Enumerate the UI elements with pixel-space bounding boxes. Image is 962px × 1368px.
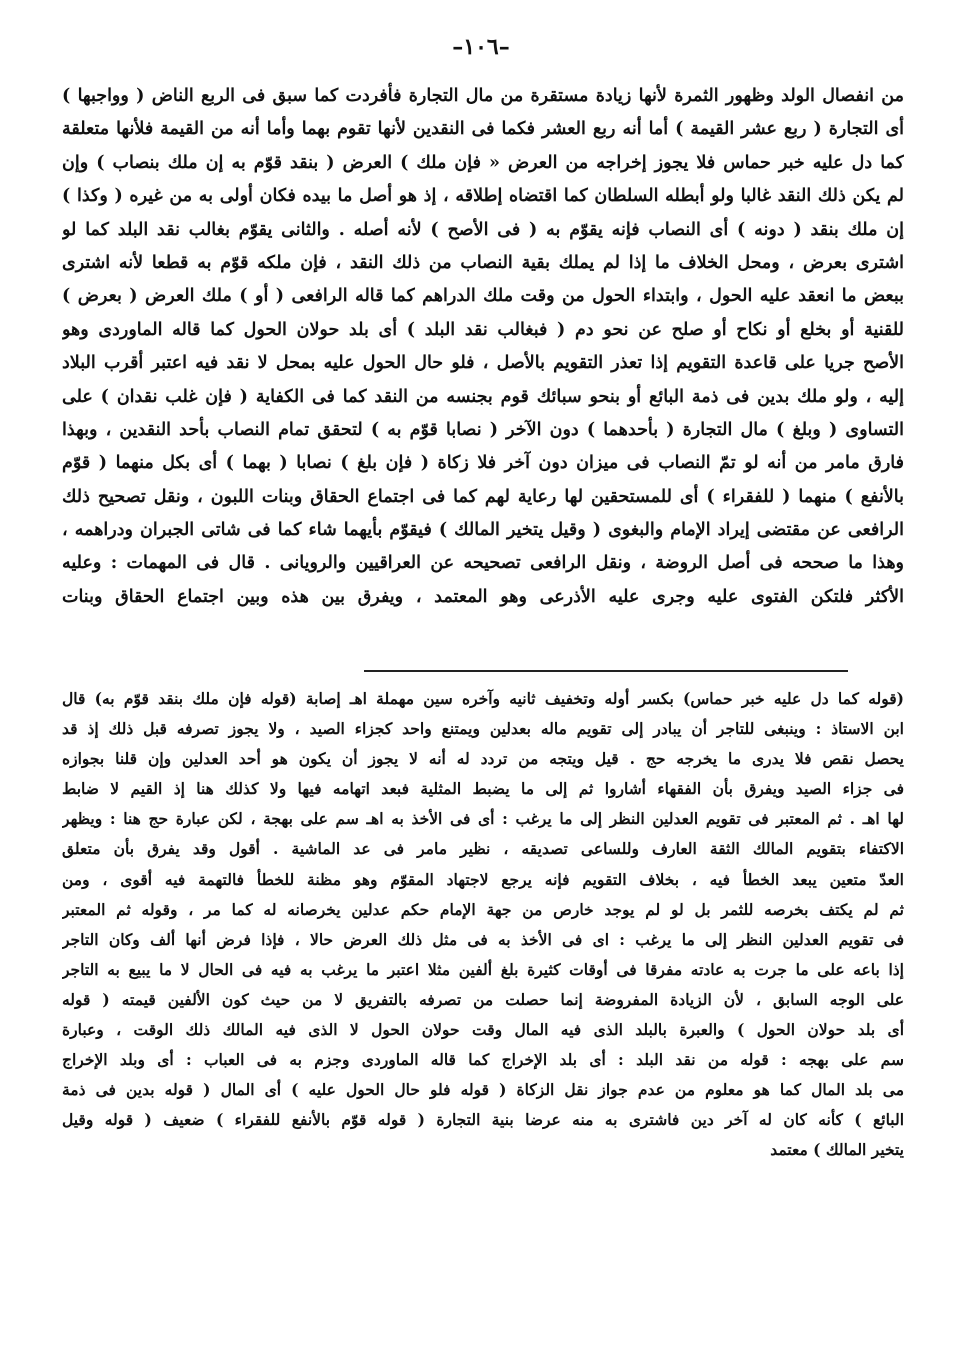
footnote-line: الاكتفاء بتقويم المالك الثقة العارف وللساعى تصديقه ، نظير مامر فى عد الماشية . أقول وقد يفرق بأن متعلق — [62, 839, 904, 859]
main-text-line: كما دل عليه خبر حماس فلا يجوز إخراجه من العرض « فإن ملك ) العرض ( بنقد قوّم به إن ملك بنصاب ) وإن — [62, 152, 904, 173]
main-text-line: إليه ، ولو ملك بدين فى ذمة البائع أو بنحو سبائك قوم بجنسه من النقد كما فى الكفاية ( فإن غلب نقدان ) على — [62, 386, 904, 407]
main-text-line: بالأنفع ) منهما ( للفقراء ) أى للمستحقين لها رعاية لهم كما فى اجتماع الحقاق وبنات اللبون ، ونقل تصحيح ذلك — [62, 486, 904, 507]
main-text-line: أى التجارة ( ربع عشر القيمة ) أما أنه ربع العشر فكما فى النقدين لأنها تقوم بهما وأما أنه من القيمة فلأنها متعلقة — [62, 119, 904, 140]
footnote-line: يحصل نقص فلا يدرى ما يخرجه حج . قيل ويتجه من تردد له أنه لا يجوز أن يكون هو أحد العدلين وإن قلنا بجوازه — [62, 749, 904, 769]
main-text-line: الأكثر فلتكن الفتوى عليه وجرى عليه الأذرعى وهو المعتمد ، ويفرق بين هذه وبين اجتماع الحقاق وبنات — [62, 586, 904, 607]
main-text-line: للقنية أو بخلع أو نكاح أو صلح عن نحو دم ( فبغالب نقد البلد ) أى بلد حولان الحول كما قاله الماوردى وهو — [62, 319, 904, 340]
footnote-line: سم على بهجه : قوله من نقد البلد : أى بلد الإخراج كما قاله الماوردى وجزم به فى العباب : أى وبلد الإخراج — [62, 1050, 904, 1070]
footnote-line: يتخير المالك ) معتمد — [770, 1140, 904, 1160]
footnote-line: أى بلد حولان الحول ) والعبرة بالبلد الذى فيه المال وقت حولان الحول لا الذى فيه المالك ذلك الوقت ، وعبارة — [62, 1020, 904, 1040]
main-text-line: إن ملك بنقد ( دونه ) أى النصاب فإنه يقوّم به ( فى الأصح ) لأنه أصله . والثانى يقوّم بغالب نقد البلد كما لو — [62, 219, 904, 240]
footnote-line: العدّ متعين يبعد الخطأ فيه ، بخلاف التقويم فإنه يرجع لاجتهاد المقوّم وهو مظنة للخطأ فالتهمة فيه أقوى ، ومن — [62, 869, 904, 889]
main-text-line: من انفصال الولد وظهور الثمرة لأنها زيادة مستقرة من مال التجارة فأفردت كما سبق فى الربع الناض ( وواجبها ) — [62, 86, 904, 106]
footnote-line: البائع ) كأنه كان له آخر دين فاشترى به منه عرضا بنية التجارة ( قوله قوّم بالأنفع للفقراء ) ضعيف ( قوله وقيل — [62, 1110, 904, 1130]
main-text-block — [62, 80, 904, 614]
main-text-line: فارق مامر من أنه لو تمّ النصاب فى ميزان دون آخر فلا زكاة ( فإن بلغ ) نصابا ( بهما ) أى بكل منهما ( قوّم — [62, 453, 904, 474]
footnote-block — [62, 684, 904, 1166]
main-text-line: الأصح جريا على قاعدة التقويم إذا تعذر التقويم بالأصل ، فلو حال الحول عليه بمحل لا نقد فيه اعتبر أقرب البلاد — [62, 353, 904, 374]
footnote-line: ثم لم يكتف بخرصه للثمر بل لو لم يوجد خارص من جهة الإمام حكم عدلين يخرصانه له كما مر ، وقوله ثم المعتبر — [62, 899, 904, 919]
main-text-line: ببعض ما انعقد عليه الحول ، وابتداء الحول من وقت ملك الدراهم كما قاله الرافعى ( أو ) ملك العرض ( بعرض ) — [62, 286, 904, 307]
main-text-line: الرافعى عن مقتضى إيراد الإمام والبغوى ( وقيل يتخير المالك ) فيقوّم بأيهما شاء كما فى شاتى الجبران ودراهمه ، — [62, 520, 904, 541]
footnote-separator — [364, 670, 848, 672]
footnote-line: (قوله كما دل عليه خبر حماس) بكسر أوله وتخفيف ثانيه وآخره سين مهملة اهـ إصابة (قوله فإن ملك بنقد قوّم به) قال — [62, 689, 904, 708]
page-number: –١٠٦– — [452, 34, 510, 60]
footnote-line: فى جزاء الصيد ويفرق بأن الفقهاء أشاروا ثم إلى ما يضبط المثلية فبعد اتهامه فيها ولا كذلك هنا إذ القيم لا ضابط — [62, 779, 904, 799]
footnote-line: مى بلد المال كما هو معلوم من عدم جواز نقل الزكاة ( قوله فلو حال الحول عليه ) أى المال ( قوله بدين فى ذمة — [62, 1080, 904, 1100]
footnote-line: إذا باعه على ما جرت به عادته مفرقا فى أوقات كثيرة بلغ ألفين مثلا اعتبر ما يرغب به فيه فى الحال لا ما يبيع به التاجر — [62, 959, 904, 979]
main-text-line: اشترى بعرض ، ومحل الخلاف ما إذا لم يملك بقية النصاب من ذلك النقد ، فإن ملكه قوّم به قطعا لأنه اشترى — [62, 252, 904, 273]
footnote-line: ابن الاستاذ : وينبغى للتاجر أن يبادر إلى تقويم ماله بعدلين ويمتنع واحد كجزاء الصيد ، ولا يجوز تصرفه قبل ذلك إذ قد — [62, 719, 904, 739]
main-text-line: لم يكن ذلك النقد غالبا ولو أبطله السلطان كما اقتضاه إطلاقه ، إذ هو أصل ما بيده فكان أولى به من غيره ( وكذا ) — [62, 186, 904, 207]
footnote-line: على الوجه السابق ، لأن الزيادة المفروضة إنما حصلت من تصرفه بالتفريق لا من حيث كون الألفين قيمته ( قوله — [62, 989, 904, 1009]
footnote-line: لها اهـ . ثم المعتبر فى تقويم العدلين النظر إلى ما يرغب : أى فى الأخذ به اهـ سم على بهجة ، لكن عبارة حج هنا : ويظهر — [62, 809, 904, 829]
main-text-line: وهذا ما صححه فى أصل الروضة ، ونقل الرافعى تصحيحه عن العراقيين والرويانى . قال فى المهمات : وعليه — [62, 553, 904, 574]
footnote-line: فى تقويم العدلين النظر إلى ما يرغب : اى فى الأخذ به فى مثل ذلك العرض حالا ، فإذا فرض أنها ألف وكان التاجر — [62, 929, 904, 949]
main-text-line: التساوى ( وبلغ ) مال التجارة ( بأحدهما ) دون الآخر ( نصابا قوّم به ) لتحقق تمام النصاب بأحد النقدين ، وبهذا — [62, 419, 904, 440]
